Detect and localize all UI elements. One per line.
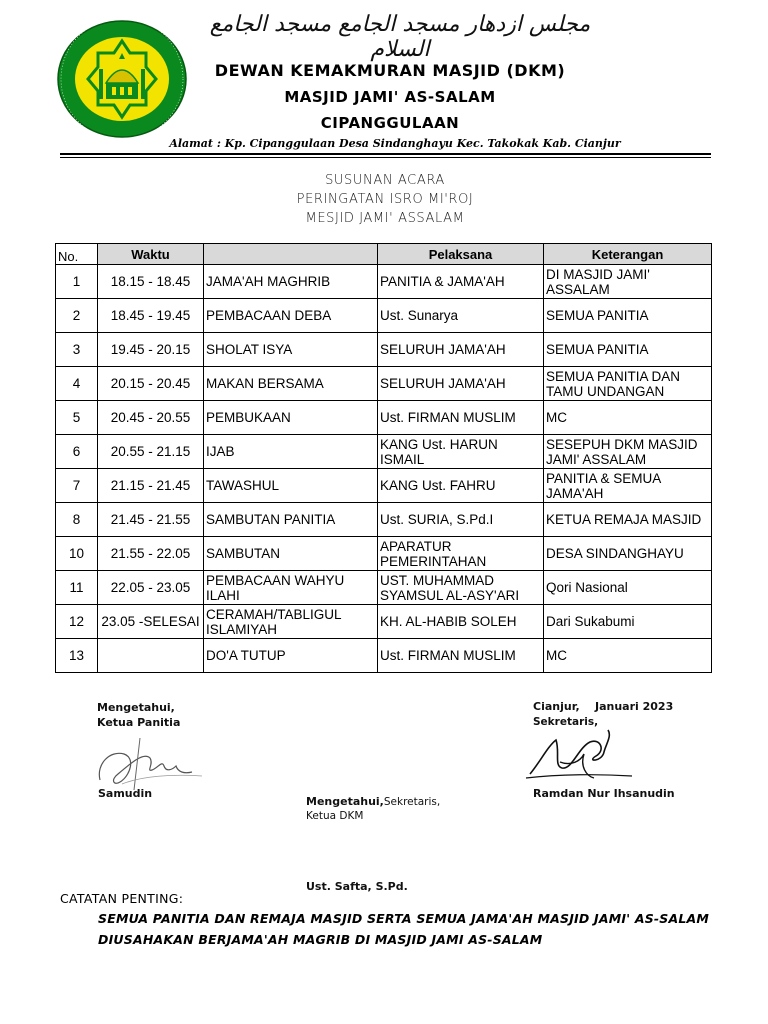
table-row [56, 503, 712, 537]
table-row [56, 537, 712, 571]
cell-time: 20.45 - 20.55 [98, 401, 204, 435]
cell-executor: KANG Ust. HARUN ISMAIL [378, 435, 544, 469]
cell-time: 20.15 - 20.45 [98, 367, 204, 401]
cell-executor: KANG Ust. FAHRU [378, 469, 544, 503]
cell-executor: Ust. FIRMAN MUSLIM [378, 639, 544, 673]
cell-activity: DO'A TUTUP [204, 639, 378, 673]
notes-heading: CATATAN PENTING: [60, 891, 184, 906]
cell-no: 13 [56, 639, 98, 673]
cell-no: 4 [56, 367, 98, 401]
table-row [56, 605, 712, 639]
cell-executor: SELURUH JAMA'AH [378, 367, 544, 401]
cell-no: 10 [56, 537, 98, 571]
cell-remarks: Qori Nasional [544, 571, 712, 605]
cell-time: 21.15 - 21.45 [98, 469, 204, 503]
cell-remarks: MC [544, 639, 712, 673]
cell-no: 2 [56, 299, 98, 333]
cell-activity: IJAB [204, 435, 378, 469]
header-remarks: Keterangan [544, 244, 712, 265]
right-signatory-name: Ramdan Nur Ihsanudin [533, 787, 675, 800]
org-name: DEWAN KEMAKMURAN MASJID (DKM) [214, 61, 566, 80]
cell-activity: SAMBUTAN PANITIA [204, 503, 378, 537]
masjid-name: MASJID JAMI' AS-SALAM [284, 88, 496, 106]
cell-no: 8 [56, 503, 98, 537]
center-role-label: Ketua DKM [306, 810, 364, 822]
cell-executor: UST. MUHAMMAD SYAMSUL AL-ASY'ARI [378, 571, 544, 605]
arabic-heading: مجلس ازدهار مسجد الجامع مسجد الجامع السلام [209, 12, 591, 62]
cell-executor: APARATUR PEMERINTAHAN [378, 537, 544, 571]
cell-remarks: PANITIA & SEMUA JAMA'AH [544, 469, 712, 503]
address-line: Alamat : Kp. Cipanggulaan Desa Sindanghayu Kec. Takokak Kab. Cianjur [169, 137, 621, 150]
cell-activity: SHOLAT ISYA [204, 333, 378, 367]
center-signatory-name: Ust. Safta, S.Pd. [306, 880, 408, 893]
header-time: Waktu [98, 244, 204, 265]
cell-no: 5 [56, 401, 98, 435]
cell-executor: PANITIA & JAMA'AH [378, 265, 544, 299]
note-line: SEMUA PANITIA DAN REMAJA MASJID SERTA SEMUA JAMA'AH MASJID JAMI' AS-SALAM [98, 911, 710, 926]
table-row [56, 469, 712, 503]
cell-activity: MAKAN BERSAMA [204, 367, 378, 401]
left-acknowledged-label: Mengetahui, [97, 701, 175, 714]
table-row [56, 571, 712, 605]
cell-remarks: DI MASJID JAMI' ASSALAM [544, 265, 712, 299]
cell-remarks: SEMUA PANITIA DAN TAMU UNDANGAN [544, 367, 712, 401]
table-row [56, 333, 712, 367]
cell-time: 23.05 -SELESAI [98, 605, 204, 639]
cell-executor: Ust. FIRMAN MUSLIM [378, 401, 544, 435]
document-title: SUSUNAN ACARA [325, 173, 445, 188]
cell-no: 1 [56, 265, 98, 299]
table-row [56, 401, 712, 435]
cell-executor: Ust. Sunarya [378, 299, 544, 333]
cell-executor: SELURUH JAMA'AH [378, 333, 544, 367]
venue-name: MESJID JAMI' ASSALAM [305, 211, 465, 226]
cell-remarks: SEMUA PANITIA [544, 333, 712, 367]
note-line: DIUSAHAKAN BERJAMA'AH MAGRIB DI MASJID JAMI AS-SALAM [98, 932, 543, 947]
table-row [56, 265, 712, 299]
cell-remarks: SEMUA PANITIA [544, 299, 712, 333]
signing-place: Cianjur, [533, 700, 580, 713]
cell-time: 20.55 - 21.15 [98, 435, 204, 469]
cell-no: 7 [56, 469, 98, 503]
signing-date: Januari 2023 [595, 700, 674, 713]
letterhead-divider [60, 153, 711, 155]
letterhead-divider-thin [60, 157, 711, 158]
event-name: PERINGATAN ISRO MI'ROJ [296, 192, 474, 207]
cell-activity: PEMBACAAN DEBA [204, 299, 378, 333]
cell-time: 21.55 - 22.05 [98, 537, 204, 571]
cell-time: 22.05 - 23.05 [98, 571, 204, 605]
mosque-emblem-icon [56, 19, 188, 139]
cell-activity: CERAMAH/TABLIGUL ISLAMIYAH [204, 605, 378, 639]
cell-no: 6 [56, 435, 98, 469]
cell-executor: Ust. SURIA, S.Pd.I [378, 503, 544, 537]
cell-activity: PEMBACAAN WAHYU ILAHI [204, 571, 378, 605]
cell-remarks: KETUA REMAJA MASJID [544, 503, 712, 537]
cell-remarks: Dari Sukabumi [544, 605, 712, 639]
table-header-row [56, 244, 712, 265]
village-name: CIPANGGULAAN [320, 114, 460, 132]
center-acknowledged-text: Mengetahui, [306, 795, 384, 808]
cell-remarks: SESEPUH DKM MASJID JAMI' ASSALAM [544, 435, 712, 469]
cell-time: 18.15 - 18.45 [98, 265, 204, 299]
header-executor: Pelaksana [378, 244, 544, 265]
left-signatory-name: Samudin [98, 787, 153, 800]
cell-time: 19.45 - 20.15 [98, 333, 204, 367]
center-acknowledged-label [306, 795, 440, 808]
table-row [56, 367, 712, 401]
cell-activity: SAMBUTAN [204, 537, 378, 571]
table-row [56, 435, 712, 469]
cell-executor: KH. AL-HABIB SOLEH [378, 605, 544, 639]
center-secretary-text: Sekretaris, [383, 796, 441, 808]
cell-activity: TAWASHUL [204, 469, 378, 503]
table-row [56, 299, 712, 333]
cell-remarks: DESA SINDANGHAYU [544, 537, 712, 571]
cell-time: 18.45 - 19.45 [98, 299, 204, 333]
handwritten-signature-left [92, 724, 207, 794]
cell-no: 12 [56, 605, 98, 639]
cell-no: 3 [56, 333, 98, 367]
header-activity [204, 244, 378, 265]
cell-remarks: MC [544, 401, 712, 435]
schedule-table [55, 243, 712, 673]
left-role-label: Ketua Panitia [97, 716, 181, 729]
cell-activity: PEMBUKAAN [204, 401, 378, 435]
cell-time: 21.45 - 21.55 [98, 503, 204, 537]
cell-time [98, 639, 204, 673]
handwritten-signature-right [520, 722, 635, 784]
cell-no: 11 [56, 571, 98, 605]
header-no: No. [56, 244, 98, 265]
table-row [56, 639, 712, 673]
cell-activity: JAMA'AH MAGHRIB [204, 265, 378, 299]
right-role-label: Sekretaris, [533, 716, 599, 728]
